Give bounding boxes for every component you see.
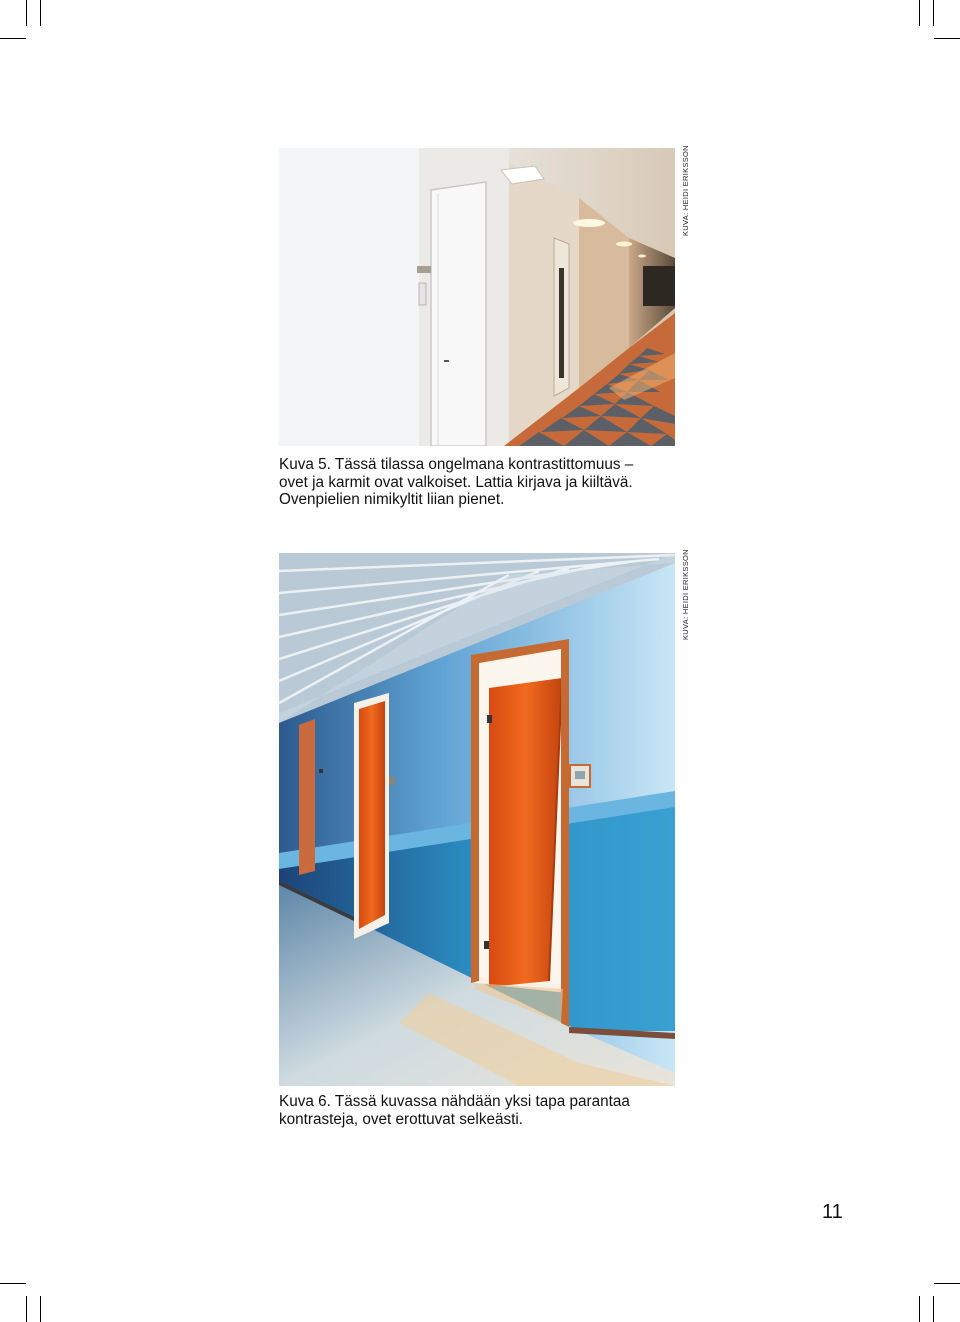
- figure-5-caption: [279, 456, 679, 509]
- figure-6-caption: [279, 1093, 679, 1128]
- caption-line: ovet ja karmit ovat valkoiset. Lattia kirjava ja kiiltävä.: [279, 473, 633, 491]
- caption-line: Kuva 6. Tässä kuvassa nähdään yksi tapa parantaa: [279, 1093, 630, 1110]
- caption-line: Kuva 5. Tässä tilassa ongelmana kontrastittomuus –: [279, 456, 634, 473]
- figure-5-photo: [279, 148, 675, 446]
- corridor-blue-illustration: [279, 553, 675, 1086]
- figure-5-photo-credit: KUVA: HEIDI ERIKSSON: [681, 145, 690, 236]
- caption-line: kontrasteja, ovet erottuvat selkeästi.: [279, 1110, 524, 1128]
- figure-6-photo: [279, 553, 675, 1086]
- figure-6-photo-credit: KUVA: HEIDI ERIKSSON: [681, 549, 690, 640]
- page-number: 11: [822, 1201, 843, 1223]
- corridor-white-illustration: [279, 148, 675, 446]
- caption-line: Ovenpielien nimikyltit liian pienet.: [279, 491, 505, 508]
